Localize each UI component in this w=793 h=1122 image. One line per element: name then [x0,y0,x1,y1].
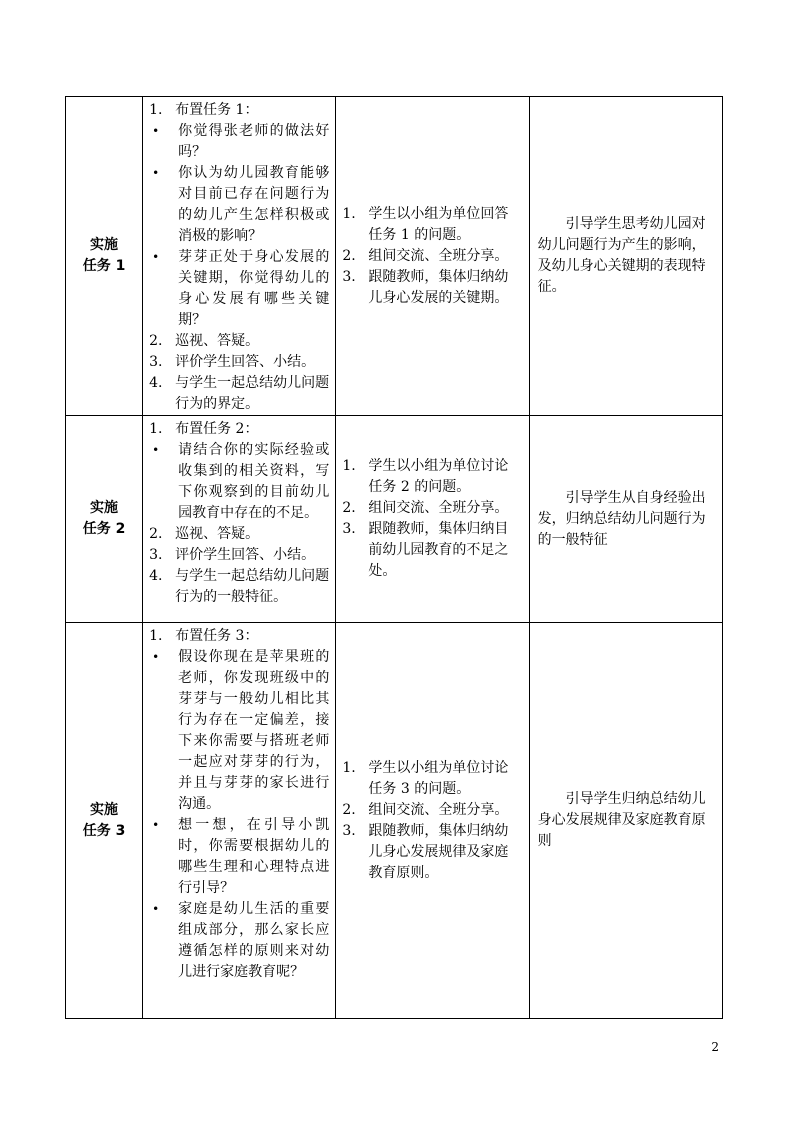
list-item: 1. 学生以小组为单位讨论任务 3 的问题。 [342,759,509,797]
list-item: 4. 与学生一起总结幼儿问题行为的一般特征。 [149,568,330,605]
student-activity-cell [336,97,529,416]
task-heading-line2: 任务 3 [82,822,126,839]
list-item: 2. 组间交流、全班分享。 [342,801,509,818]
design-intent-text: 引导学生从自身经验出发，归纳总结幼儿问题行为的一般特征 [537,489,706,548]
teacher-activity-cell [143,416,336,623]
list-item: 3. 评价学生回答、小结。 [149,547,316,563]
page-number: 2 [711,1040,719,1054]
list-item: 3. 跟随教师，集体归纳目前幼儿园教育的不足之处。 [342,521,509,579]
bullet-icon: • [152,250,160,264]
list-item: 2. 巡视、答疑。 [149,333,260,349]
list-item: • 想一想，在引导小凯时，你需要根据幼儿的哪些生理和心理特点进行引导？ [149,815,329,899]
task-heading-line1: 实施 [90,500,119,516]
bullet-icon: • [152,650,160,664]
design-intent-cell [529,416,722,623]
bullet-icon: • [152,124,160,138]
list-item: 1. 学生以小组为单位回答任务 1 的问题。 [342,205,509,243]
list-item: 3. 跟随教师，集体归纳幼儿身心发展规律及家庭教育原则。 [342,822,509,881]
teacher-activity-cell [143,97,336,416]
list-item: 1. 布置任务 2： [149,421,259,437]
list-item: • 你觉得张老师的做法好吗？ [149,121,329,163]
table-row [66,97,723,416]
design-intent-text: 引导学生归纳总结幼儿身心发展规律及家庭教育原则 [537,791,706,849]
student-activity-cell [336,416,529,623]
list-item: 1. 布置任务 3： [149,628,259,644]
design-intent-cell [529,623,722,1019]
list-item: 3. 评价学生回答、小结。 [149,354,316,370]
list-item: • 假设你现在是苹果班的老师，你发现班级中的芽芽与一般幼儿相比其行为存在一定偏差，接下来你需要与搭班老师一起应对芽芽的行为，并且与芽芽的家长进行沟通。 [149,647,329,815]
task-heading-line1: 实施 [90,237,119,253]
bullet-icon: • [152,166,160,180]
design-intent-text: 引导学生思考幼儿园对幼儿问题行为产生的影响，及幼儿身心关键期的表现特征。 [537,216,706,295]
list-item: 4. 与学生一起总结幼儿问题行为的界定。 [149,375,330,412]
design-intent-cell [529,97,722,416]
list-item: 1. 学生以小组为单位讨论任务 2 的问题。 [342,458,509,495]
task-heading-line2: 任务 1 [82,258,126,274]
task-heading-line1: 实施 [90,801,119,818]
list-item: • 请结合你的实际经验或收集到的相关资料，写下你观察到的目前幼儿园教育中存在的不足。 [149,440,329,524]
task-heading-line2: 任务 2 [82,521,126,537]
table-row [66,416,723,623]
bullet-icon: • [152,443,160,457]
lesson-plan-table [65,96,723,1019]
bullet-icon: • [152,818,160,832]
student-activity-cell [336,623,529,1019]
list-item: 2. 巡视、答疑。 [149,526,260,542]
bullet-icon: • [152,902,160,916]
list-item: 3. 跟随教师，集体归纳幼儿身心发展的关键期。 [342,268,509,306]
list-item: 2. 组间交流、全班分享。 [342,247,509,264]
task-heading-cell [66,97,143,416]
list-item: • 你认为幼儿园教育能够对目前已存在问题行为的幼儿产生怎样积极或消极的影响？ [149,163,329,247]
list-item: • 芽芽正处于身心发展的关键期，你觉得幼儿的身心发展有哪些关键期？ [149,247,329,331]
teacher-activity-cell [143,623,336,1019]
list-item: 1. 布置任务 1： [149,102,259,118]
table-row [66,623,723,1019]
task-heading-cell [66,416,143,623]
task-heading-cell [66,623,143,1019]
list-item: 2. 组间交流、全班分享。 [342,500,509,516]
list-item: • 家庭是幼儿生活的重要组成部分，那么家长应遵循怎样的原则来对幼儿进行家庭教育呢？ [149,899,329,983]
